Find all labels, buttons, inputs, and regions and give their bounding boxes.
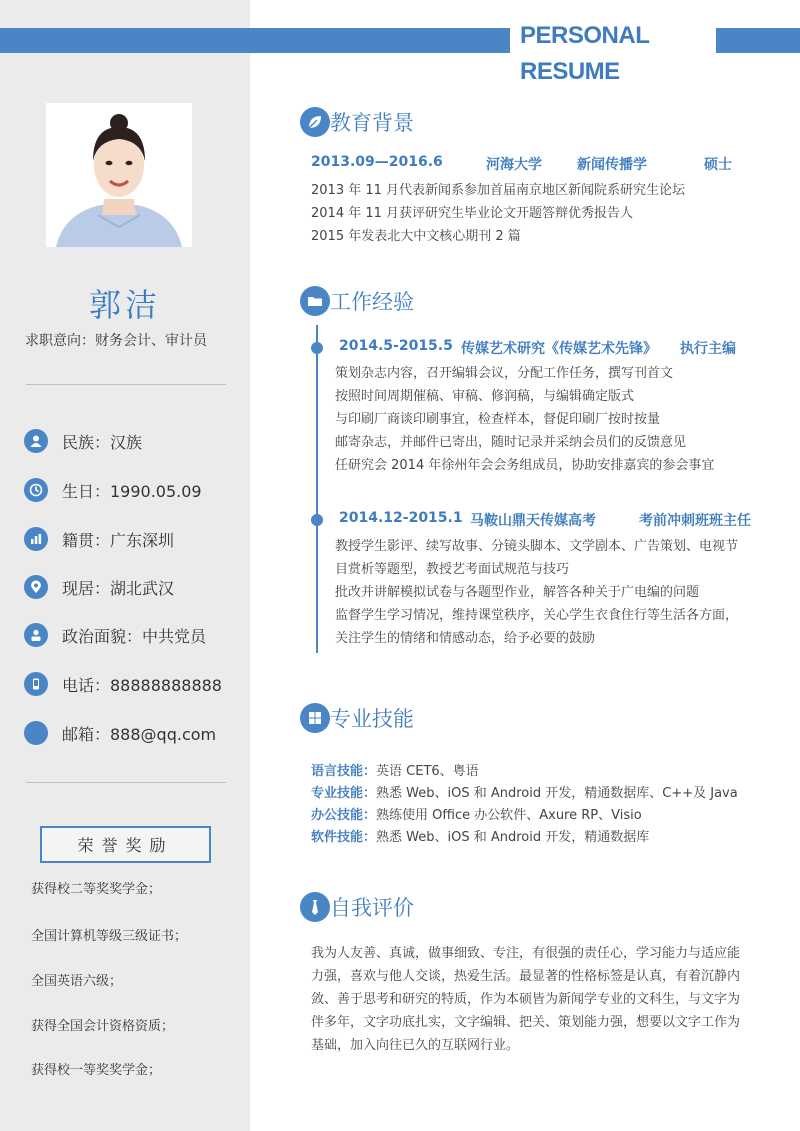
job-org: 马鞍山鼎天传媒高考 [470,513,596,529]
honor-item: 全国计算机等级三级证书； [31,929,188,944]
skill-item [311,826,649,845]
evaluation-line: 基础，加入向往已久的互联网行业。 [311,1038,520,1053]
job-role: 考前冲刺班班主任 [639,513,751,529]
divider [26,782,226,783]
info-origin [24,526,174,552]
job-period: 2014.5-2015.5 [339,338,453,354]
info-text: 民族：汉族 [62,432,143,452]
section-skills [300,700,414,736]
job-line: 关注学生的情绪和情感动态，给予必要的鼓励 [335,631,596,646]
profile-photo [46,103,192,247]
skill-label: 软件技能： [311,830,377,845]
folder-icon [300,286,330,316]
job-line: 教授学生影评、续写故事、分镜头脚本、文学剧本、广告策划、电视节 [335,539,739,554]
section-title: 工作经验 [330,290,414,314]
chart-icon [24,527,48,551]
skill-label: 专业技能： [311,786,377,801]
job-line: 按照时间周期催稿、审稿、修润稿，与编辑确定版式 [335,389,635,404]
info-text: 现居：湖北武汉 [62,578,175,598]
info-text: 邮箱：888@qq.com [62,724,217,744]
job-intent: 求职意向：财务会计、审计员 [25,333,207,349]
info-phone [24,671,222,697]
info-political [24,622,206,648]
job-role: 执行主编 [680,341,736,357]
timeline [316,325,318,653]
info-text: 政治面貌：中共党员 [62,626,207,646]
job-line: 任研究会 2014 年徐州年会会务组成员，协助安排嘉宾的参会事宜 [335,458,715,473]
person-icon [24,429,48,453]
job-line: 策划杂志内容，召开编辑会议，分配工作任务，撰写刊首文 [335,366,674,381]
evaluation-line: 我为人友善、真诚，做事细致、专注，有很强的责任心，学习能力与适应能 [311,946,741,961]
education-line: 2014 年 11 月获评研究生毕业论文开题答辩优秀报告人 [311,206,634,221]
info-text: 电话：88888888888 [62,675,222,695]
skill-text: 英语 CET6、粤语 [376,764,479,779]
skill-item [311,804,642,823]
section-title: 自我评价 [330,896,414,920]
clock-icon [24,478,48,502]
info-email [24,720,216,746]
education-degree: 硕士 [704,157,732,173]
job-line: 批改并讲解模拟试卷与各题型作业，解答各种关于广电编的问题 [335,585,700,600]
skill-text: 熟练使用 Office 办公软件、Axure RP、Visio [376,808,642,823]
skill-label: 办公技能： [311,808,377,823]
header-bar-right [716,28,800,53]
skill-text: 熟悉 Web、iOS 和 Android 开发，精通数据库、C++及 Java [376,786,738,801]
timeline-dot [311,514,323,526]
education-line: 2015 年发表北大中文核心期刊 2 篇 [311,229,521,244]
info-text: 生日：1990.05.09 [62,481,202,501]
job-line: 目赏析等题型，教授艺考面试规范与技巧 [335,562,570,577]
skill-item [311,782,738,801]
phone-icon [24,672,48,696]
skill-item [311,760,479,779]
person-name: 郭洁 [88,286,161,324]
section-title: 教育背景 [330,111,414,135]
section-title: 专业技能 [330,707,414,731]
job-period: 2014.12-2015.1 [339,510,463,526]
education-line: 2013 年 11 月代表新闻系参加首届南京地区新闻院系研究生论坛 [311,183,686,198]
education-school: 河海大学 [486,157,542,173]
honor-item: 获得校二等奖奖学金； [31,882,162,897]
timeline-dot [311,342,323,354]
mail-icon [24,721,48,745]
honor-item: 全国英语六级； [31,974,123,989]
job-line: 监督学生学习情况，维持课堂秩序，关心学生衣食住行等生活各方面， [335,608,739,623]
section-work [300,283,414,319]
honor-item: 获得全国会计资格资质； [31,1019,175,1034]
info-birthday [24,477,202,503]
divider [26,384,226,385]
tie-icon [300,892,330,922]
job-line: 与印刷厂商谈印刷事宜，检查样本，督促印刷厂按时按量 [335,412,661,427]
job-org: 传媒艺术研究《传媒艺术先锋》 [461,341,657,357]
leaf-icon [300,107,330,137]
evaluation-line: 力强，喜欢与他人交谈，热爱生活。最显著的性格标签是认真，有着沉静内 [311,969,741,984]
info-residence [24,574,174,600]
education-period: 2013.09—2016.6 [311,154,443,170]
header-bar-left [0,28,510,53]
evaluation-line: 敛、善于思考和研究的特质，作为本硕皆为新闻学专业的文科生，与文字为 [311,992,741,1007]
evaluation-line: 伴多年，文字功底扎实，文字编辑、把关、策划能力强，想要以文字工作为 [311,1015,741,1030]
skill-text: 熟悉 Web、iOS 和 Android 开发，精通数据库 [376,830,650,845]
badge-icon [24,623,48,647]
skill-label: 语言技能： [311,764,377,779]
info-ethnicity [24,428,142,454]
location-icon [24,575,48,599]
section-education [300,104,414,140]
job-line: 邮寄杂志，并邮件已寄出，随时记录并采纳会员们的反馈意见 [335,435,687,450]
section-evaluation [300,889,414,925]
honors-title: 荣誉奖励 [40,826,211,863]
honor-item: 获得校一等奖奖学金； [31,1063,162,1078]
info-text: 籍贯：广东深圳 [62,530,175,550]
education-major: 新闻传播学 [577,157,647,173]
windows-icon [300,703,330,733]
header-title: PERSONAL RESUME [520,22,649,85]
